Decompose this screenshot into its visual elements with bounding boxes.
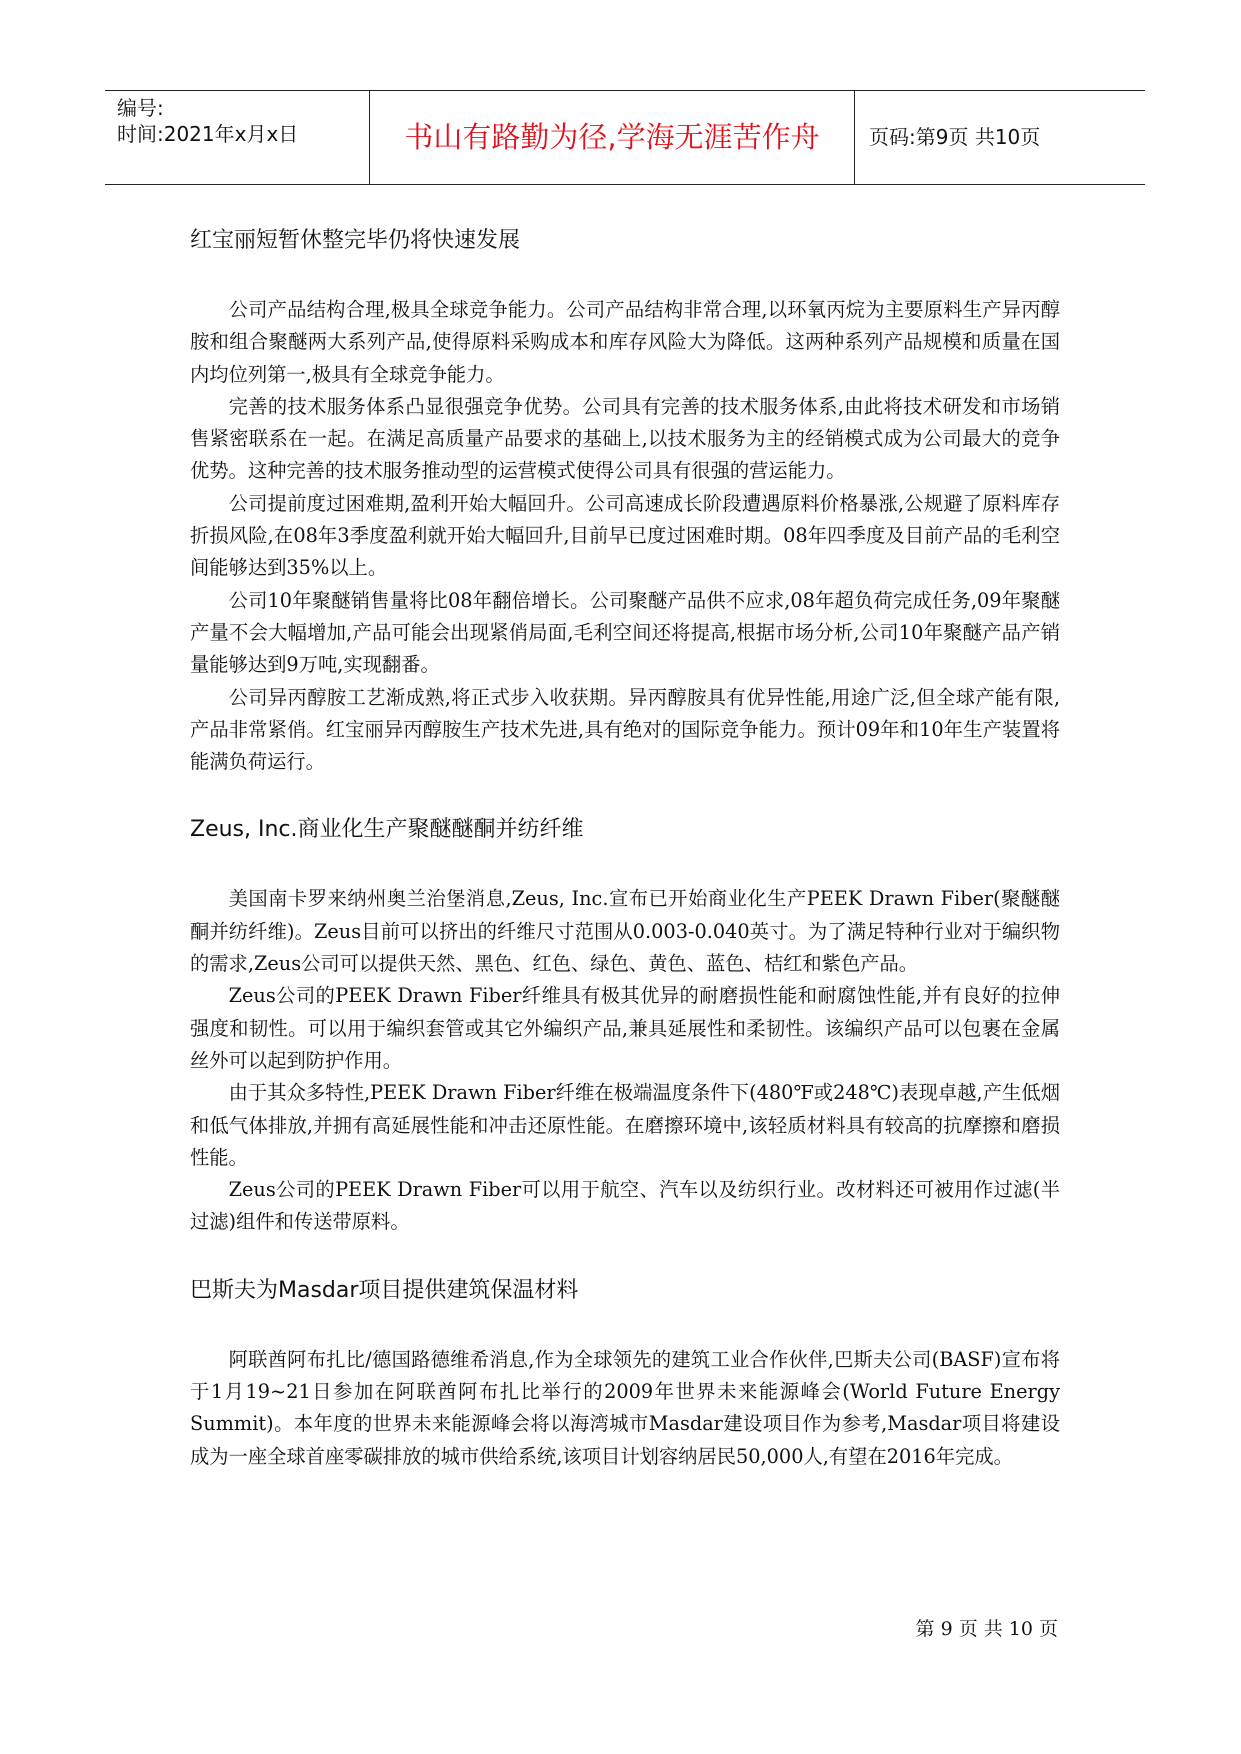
paragraph: 阿联酋阿布扎比/德国路德维希消息,作为全球领先的建筑工业合作伙伴,巴斯夫公司(BASF)宣布将于1月19~21日参加在阿联酋阿布扎比举行的2009年世界未来能源峰会(World Future Energy Summit)。本年度的世界未来能源峰会将以海湾城市Masdar建设项目作为参考,Masdar项目将建设成为一座全球首座零碳排放的城市供给系统,该项目计划容纳居民50,000人,有望在2016年完成。 bbox=[190, 1347, 1060, 1468]
section-title: 红宝丽短暂休整完毕仍将快速发展 bbox=[190, 228, 521, 253]
number-label: 编号: bbox=[117, 96, 164, 120]
paragraph: Zeus公司的PEEK Drawn Fiber可以用于航空、汽车以及纺织行业。改材料还可被用作过滤(半过滤)组件和传送带原料。 bbox=[190, 1178, 1060, 1234]
time-label: 时间:2021年x月x日 bbox=[117, 122, 299, 146]
paragraph: Zeus公司的PEEK Drawn Fiber纤维具有极其优异的耐磨损性能和耐腐蚀性能,并有良好的拉伸强度和韧性。可以用于编织套管或其它外编织产品,兼具延展性和柔韧性。该编织产品可以包裹在金属丝外可以起到防护作用。 bbox=[190, 984, 1060, 1072]
header-page-info: 页码:第9页 共10页 bbox=[869, 125, 1041, 149]
header-motto: 书山有路勤为径,学海无涯苦作舟 bbox=[369, 91, 855, 184]
document-body bbox=[190, 213, 1060, 1473]
paragraph: 完善的技术服务体系凸显很强竞争优势。公司具有完善的技术服务体系,由此将技术研发和市场销售紧密联系在一起。在满足高质量产品要求的基础上,以技术服务为主的经销模式成为公司最大的竞争优势。这种完善的技术服务推动型的运营模式使得公司具有很强的营运能力。 bbox=[190, 394, 1060, 483]
paragraph: 由于其众多特性,PEEK Drawn Fiber纤维在极端温度条件下(480℉或248℃)表现卓越,产生低烟和低气体排放,并拥有高延展性能和冲击还原性能。在磨擦环境中,该轻质材料具有较高的抗摩擦和磨损性能。 bbox=[190, 1081, 1060, 1169]
paragraph: 公司10年聚醚销售量将比08年翻倍增长。公司聚醚产品供不应求,08年超负荷完成任务,09年聚醚产量不会大幅增加,产品可能会出现紧俏局面,毛利空间还将提高,根据市场分析,公司10年聚醚产品产销量能够达到9万吨,实现翻番。 bbox=[190, 588, 1060, 677]
paragraph: 公司提前度过困难期,盈利开始大幅回升。公司高速成长阶段遭遇原料价格暴涨,公规避了原料库存折损风险,在08年3季度盈利就开始大幅回升,目前早已度过困难时期。08年四季度及目前产品的毛利空间能够达到35%以上。 bbox=[190, 491, 1060, 580]
page-header bbox=[105, 90, 1145, 185]
paragraph: 美国南卡罗来纳州奥兰治堡消息,Zeus, Inc.宣布已开始商业化生产PEEK Drawn Fiber(聚醚醚酮并纺纤维)。Zeus目前可以挤出的纤维尺寸范围从0.003-0.040英寸。为了满足特种行业对于编织物的需求,Zeus公司可以提供天然、黑色、红色、绿色、黄色、蓝色、桔红和紫色产品。 bbox=[190, 887, 1060, 976]
section-title: 巴斯夫为Masdar项目提供建筑保温材料 bbox=[190, 1277, 579, 1303]
page-footer: 第 9 页 共 10 页 bbox=[915, 1618, 1058, 1640]
section-title: Zeus, Inc.商业化生产聚醚醚酮并纺纤维 bbox=[190, 817, 584, 843]
paragraph: 公司异丙醇胺工艺渐成熟,将正式步入收获期。异丙醇胺具有优异性能,用途广泛,但全球产能有限,产品非常紧俏。红宝丽异丙醇胺生产技术先进,具有绝对的国际竞争能力。预计09年和10年生产装置将能满负荷运行。 bbox=[190, 685, 1060, 774]
paragraph: 公司产品结构合理,极具全球竞争能力。公司产品结构非常合理,以环氧丙烷为主要原料生产异丙醇胺和组合聚醚两大系列产品,使得原料采购成本和库存风险大为降低。这两种系列产品规模和质量在国内均位列第一,极具有全球竞争能力。 bbox=[190, 298, 1060, 386]
header-info bbox=[117, 91, 369, 188]
